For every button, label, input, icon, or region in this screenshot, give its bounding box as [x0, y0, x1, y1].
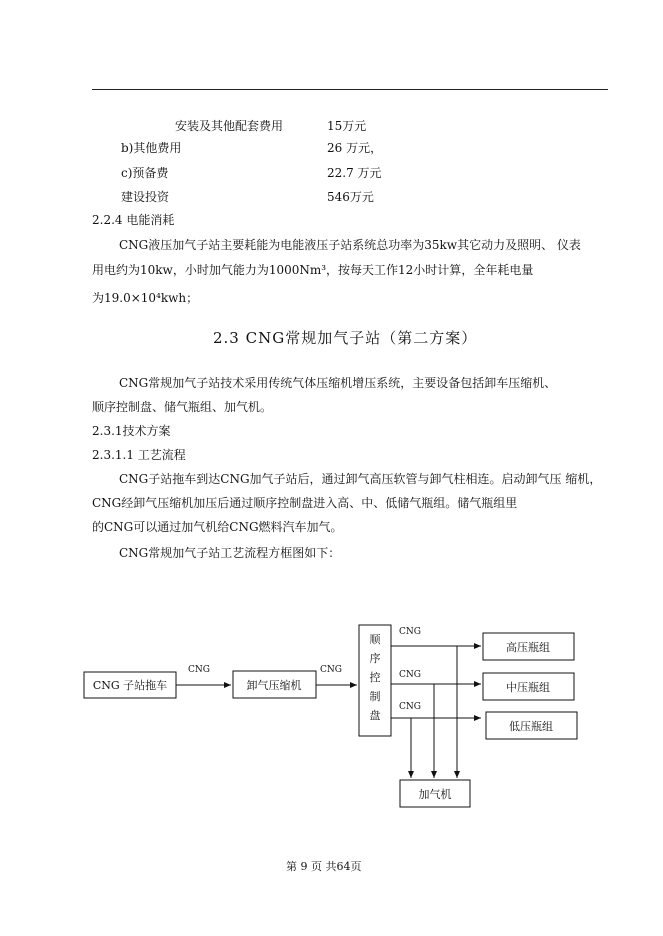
page-footer: 第 9 页 共64页 — [286, 860, 362, 873]
para-224-line3: 为19.0×10⁴kwh； — [92, 291, 199, 305]
diagram-caption: CNG常规加气子站工艺流程方框图如下： — [119, 546, 341, 560]
flow-line2: CNG经卸气压缩机加压后通过顺序控制盘进入高、中、低储气瓶组。储气瓶组里 — [92, 496, 518, 510]
heading-224: 2.2.4 电能消耗 — [92, 213, 175, 227]
cost-value-other: 26 万元， — [327, 141, 383, 155]
trailer-label: CNG 子站拖车 — [92, 679, 168, 692]
cost-label-install: 安装及其他配套费用 — [175, 119, 284, 133]
cng-label-1: CNG — [188, 665, 210, 675]
panel-char-1: 顺 — [369, 633, 381, 646]
compressor-label: 卸气压缩机 — [246, 679, 302, 692]
cost-value-invest: 546万元 — [327, 190, 374, 204]
heading-2311: 2.3.1.1 工艺流程 — [92, 448, 186, 462]
panel-char-4: 制 — [369, 690, 381, 703]
cost-label-invest: 建设投资 — [121, 190, 170, 204]
panel-char-5: 盘 — [369, 709, 381, 722]
flow-line1: CNG子站拖车到达CNG加气子站后，通过卸气高压软管与卸气柱相连。启动卸气压 缩机， — [119, 472, 602, 486]
cng-label-4: CNG — [399, 670, 421, 680]
panel-char-3: 控 — [369, 671, 381, 684]
cng-label-2: CNG — [320, 665, 342, 675]
para-224-line1: CNG液压加气子站主要耗能为电能液压子站系统总功率为35kw其它动力及照明、 仪表 — [119, 238, 581, 252]
cng-label-5: CNG — [399, 702, 421, 712]
mid-pressure-label: 中压瓶组 — [506, 681, 550, 694]
flow-line3: 的CNG可以通过加气机给CNG燃料汽车加气。 — [92, 520, 343, 534]
high-pressure-label: 高压瓶组 — [506, 641, 550, 654]
heading-231: 2.3.1技术方案 — [92, 424, 171, 438]
cost-value-install: 15万元 — [327, 119, 367, 133]
cost-value-reserve: 22.7 万元 — [327, 166, 382, 180]
intro-line1: CNG常规加气子站技术采用传统气体压缩机增压系统，主要设备包括卸车压缩机、 — [119, 376, 557, 390]
intro-line2: 顺序控制盘、储气瓶组、加气机。 — [92, 400, 273, 414]
cost-label-reserve: c)预备费 — [121, 166, 169, 180]
cost-label-other: b)其他费用 — [121, 141, 182, 155]
dispenser-label: 加气机 — [418, 788, 452, 801]
section-title-23: 2.3 CNG常规加气子站（第二方案） — [213, 329, 478, 347]
panel-char-2: 序 — [369, 652, 381, 665]
cng-label-3: CNG — [399, 627, 421, 637]
low-pressure-label: 低压瓶组 — [509, 720, 553, 733]
para-224-line2: 用电约为10kw，小时加气能力为1000Nm³，按每天工作12小时计算，全年耗电量 — [92, 263, 534, 277]
